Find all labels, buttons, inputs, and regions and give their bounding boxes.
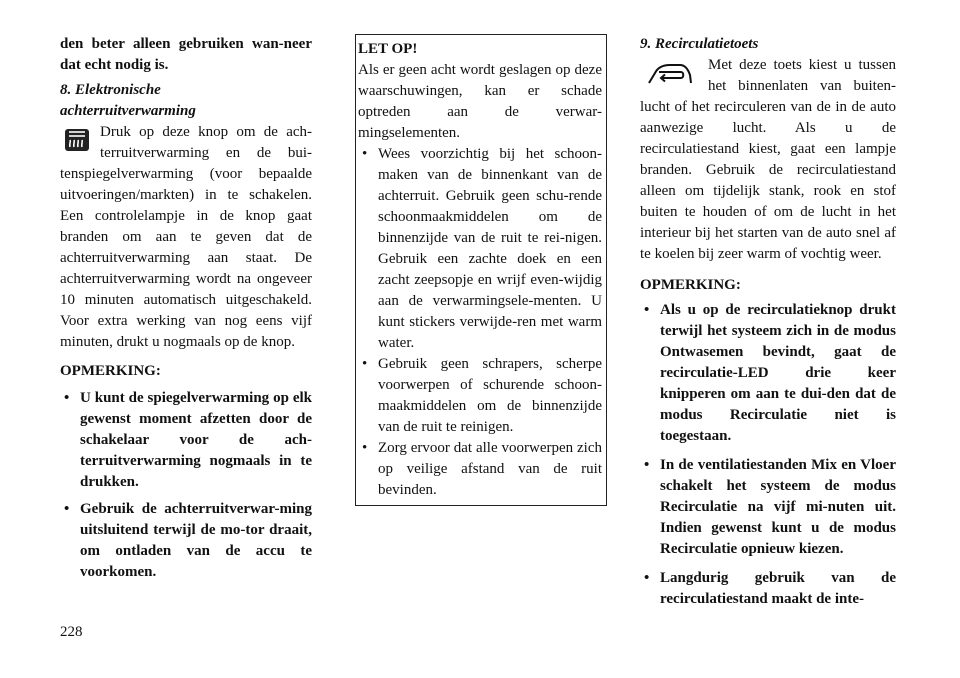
section-heading-8 bbox=[60, 80, 312, 122]
warning-item: • Gebruik geen schrapers, scherpe voorwerpen of schurende schoon-maakmiddelen om de binnenzijde van de ruit te reinigen. bbox=[358, 354, 602, 438]
warning-title: LET OP! bbox=[358, 41, 418, 57]
note-item: • U kunt de spiegelverwarming op elk gewenst moment afzetten door de schakelaar voor de ach-terruitverwarming nogmaals in te drukken. bbox=[60, 388, 312, 493]
section-heading-9: 9. Recirculatietoets bbox=[640, 36, 759, 52]
note-item: • In de ventilatiestanden Mix en Vloer schakelt het systeem de modus Recirculatie na vijf mi-nuten uit. Indien gewenst kunt u de modus Recirculatie opnieuw kiezen. bbox=[640, 455, 896, 560]
warning-text: Als er geen acht wordt geslagen op deze waarschuwingen, kan er schade optreden aan de verwar-mingselementen. bbox=[358, 62, 602, 141]
recirculation-icon bbox=[646, 61, 694, 87]
column-right bbox=[640, 34, 896, 610]
column-left bbox=[60, 34, 312, 583]
note-item: • Als u op de recirculatieknop drukt terwijl het systeem zich in de modus Ontwasemen bevindt, gaat de recirculatie-LED drie keer knipperen om aan te dui-den dat de modus Recirculatie niet is toegestaan. bbox=[640, 300, 896, 447]
note-label: OPMERKING: bbox=[640, 277, 741, 293]
rear-defrost-icon bbox=[64, 128, 90, 152]
column-middle bbox=[355, 34, 607, 506]
warning-item: • Wees voorzichtig bij het schoon-maken van de binnenkant van de achterruit. Gebruik geen schu-rende schoonmaakmiddelen om de binnenzijde van de ruit te rei-nigen. Gebruik een zachte doek en een zacht zeepsopje en wrijf even-wijdig aan de verwarmingsele-menten. U kunt stickers verwijde-ren met warm water. bbox=[358, 144, 602, 354]
note-label: OPMERKING: bbox=[60, 363, 161, 379]
section-heading-8-line1: 8. Elektronische bbox=[60, 82, 161, 98]
note-item: • Langdurig gebruik van de recirculatiestand maakt de inte- bbox=[640, 568, 896, 610]
warning-list bbox=[358, 144, 602, 501]
recirculation-description: Met deze toets kiest u tussen het binnenlaten van buiten-lucht of het recirculeren van de in de auto aanwezige lucht. Als u de recirculatiestand kiest, gaat een lampje branden. Gebruik de recirculatiestand alleen om tijdelijk stank, rook en stof buiten te houden of om de lucht in het interieur bij het starten van de auto snel af te koelen bij zeer warm of vochtig weer. bbox=[640, 57, 896, 262]
page-number: 228 bbox=[60, 624, 83, 640]
warning-item: • Zorg ervoor dat alle voorwerpen zich op veilige afstand van de ruit bevinden. bbox=[358, 438, 602, 501]
warning-box bbox=[355, 34, 607, 506]
defrost-description: Druk op deze knop om de ach-terruitverwarming en de bui-tenspiegelverwarming (voor bepaalde uitvoeringen/markten) in te schakelen. Een controlelampje in de knop gaat branden om aan te geven dat de achterruitverwarming aan staat. De achterruitverwarming wordt na ongeveer 10 minuten automatisch uitgeschakeld. Voor extra werking van nog eens vijf minuten, drukt u nogmaals op de knop. bbox=[60, 124, 312, 350]
note-item: • Gebruik de achterruitverwar-ming uitsluitend terwijl de mo-tor draait, om ontladen van de accu te voorkomen. bbox=[60, 499, 312, 583]
note-list bbox=[60, 388, 312, 583]
note-list bbox=[640, 300, 896, 610]
section-heading-8-line2: achterruitverwarming bbox=[60, 103, 196, 119]
intro-text: den beter alleen gebruiken wan-neer dat echt nodig is. bbox=[60, 36, 312, 73]
